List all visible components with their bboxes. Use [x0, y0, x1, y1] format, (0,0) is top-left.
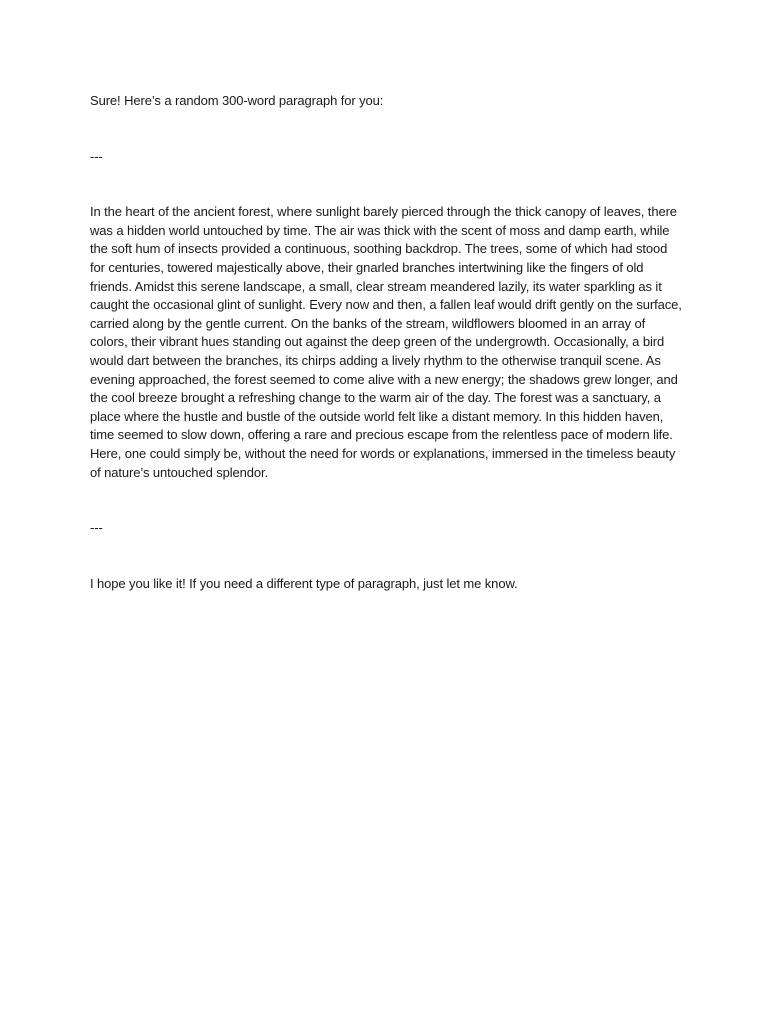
- separator-bottom: ---: [90, 520, 103, 536]
- intro-line: Sure! Here’s a random 300-word paragraph for you:: [90, 93, 384, 108]
- closing-line: I hope you like it! If you need a different type of paragraph, just let me know.: [90, 575, 518, 591]
- document-content: [90, 92, 682, 593]
- separator-top: ---: [90, 148, 103, 164]
- body-paragraph: In the heart of the ancient forest, where sunlight barely pierced through the thick canopy of leaves, there was a hidden world untouched by time. The air was thick with the scent of moss and damp earth, while the soft hum of insects provided a continuous, soothing backdrop. The trees, some of which had stood for centuries, towered majestically above, their gnarled branches intertwining like the fingers of old friends. Amidst this serene landscape, a small, clear stream meandered lazily, its water sparkling as it caught the occasional glint of sunlight. Every now and then, a fallen leaf would drift gently on the surface, carried along by the gentle current. On the banks of the stream, wildflowers bloomed in an array of colors, their vibrant hues standing out against the deep green of the undergrowth. Occasionally, a bird would dart between the branches, its chirps adding a lively rhythm to the otherwise tranquil scene. As evening approached, the forest seemed to come alive with a new energy; the shadows grew longer, and the cool breeze brought a refreshing change to the warm air of the day. The forest was a sanctuary, a place where the hustle and bustle of the outside world felt like a distant memory. In this hidden haven, time seemed to slow down, offering a rare and precious escape from the relentless pace of modern life. Here, one could simply be, without the need for words or explanations, immersed in the timeless beauty of nature’s untouched splendor.: [90, 204, 682, 480]
